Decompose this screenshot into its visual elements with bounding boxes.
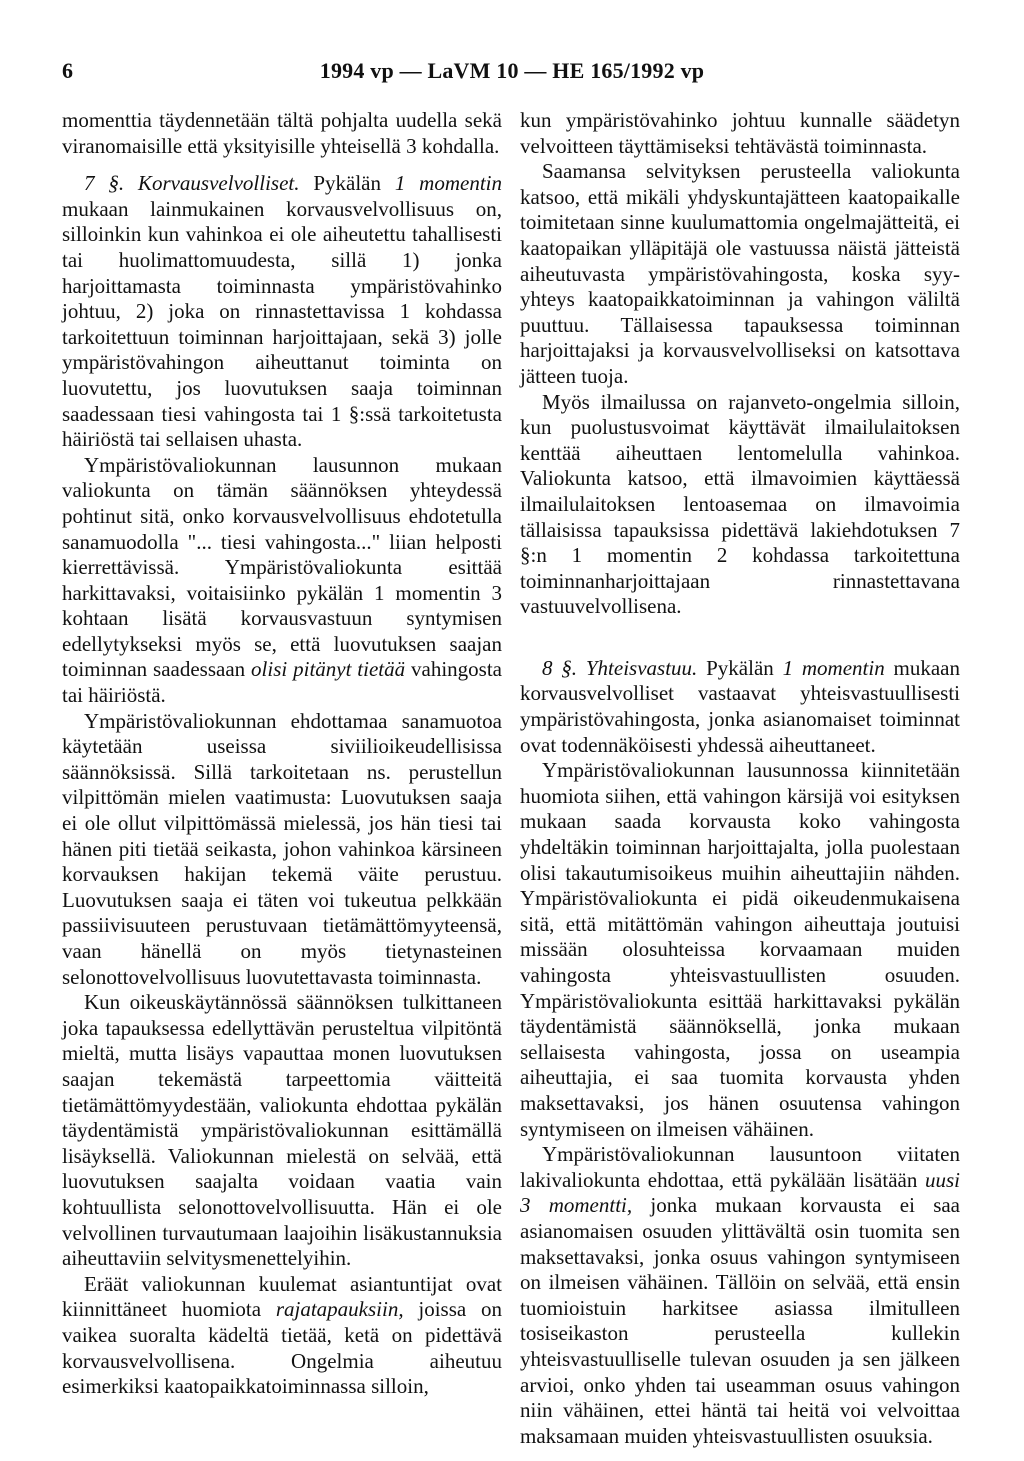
paragraph bbox=[520, 1142, 960, 1449]
paragraph: Kun oikeuskäytännössä säännöksen tulkittaneen joka tapauksessa edellyttävän perusteltua vilpitöntä mieltä, mutta lisäys vapauttaa monen luovutuksen saajan tekemästä tarpeettomia väitteitä tietämättömyydestään, valiokunta ehdottaa pykälän täydentämistä ympäristövaliokunnan esittämällä lisäyksellä. Valiokunnan mielestä on selvää, että luovutuksen saajalta voidaan vaatia vain kohtuullista selonottovelvollisuutta. Hän ei ole velvollinen turvautumaan laajoihin lisäkustannuksia aiheuttaviin selvitysmenettelyihin. bbox=[62, 990, 502, 1271]
text-run: Pykälän bbox=[697, 655, 783, 680]
emphasis: 1 momentin bbox=[782, 655, 885, 680]
text-run: Pykälän bbox=[299, 171, 395, 196]
paragraph: Myös ilmailussa on rajanveto-ongelmia silloin, kun puolustusvoimat käyttävät ilmailulaitoksen kenttää aiheuttaen lentomelulla vahinkoa. Valiokunta katsoo, että ilmavoimien käyttäessä ilmailulaitoksen lentoasemaa on ilmavoimia tällaisissa tapauksissa pidettävä lakiehdotuksen 7 §:n 1 momentin 2 kohdassa tarkoitettuna toiminnanharjoittajaan rinnastettavana vastuuvelvollisena. bbox=[520, 389, 960, 619]
running-header: 1994 vp — LaVM 10 — HE 165/1992 vp bbox=[319, 58, 705, 83]
paragraph: kun ympäristövahinko johtuu kunnalle säädetyn velvoitteen täyttämiseksi tehtävästä toiminnasta. bbox=[520, 108, 960, 158]
right-column bbox=[520, 108, 960, 1449]
emphasis: olisi pitänyt tietää bbox=[251, 657, 406, 682]
text-run: mukaan lainmukainen korvausvelvollisuus on, silloinkin kun vahinkoa ei ole aiheutettu tahallisesti tai huolimattomuudesta, sillä 1) jonka harjoittamasta toiminnasta ympäristövahinko johtuu, 2) joka on rinnastettavissa 1 kohdassa tarkoitettuun toiminnan harjoittajaan, sekä 3) jolle ympäristövahingon aiheuttanut toiminta on luovutettu, jos luovutuksen saaja toiminnan saadessaan tiesi vahingosta tai 1 §:ssä tarkoitetusta häiriöstä tai sellaisen uhasta. bbox=[62, 196, 502, 452]
paragraph bbox=[62, 453, 502, 709]
section-8-heading: 8 §. Yhteisvastuu. bbox=[542, 655, 698, 680]
text-run: joissa on vaikea suoralta kädeltä tietää, ketä on pidettävä korvausvelvollisena. Ongelmia aiheutuu esimerkiksi kaatopaikkatoiminnassa silloin, bbox=[62, 1297, 502, 1399]
emphasis: 1 momentin bbox=[394, 171, 502, 196]
section-7-paragraph bbox=[62, 171, 502, 453]
paragraph: Saamansa selvityksen perusteella valiokunta katsoo, että mikäli yhdyskuntajätteen kaatopaikalle toimitetaan sinne kuulumattomia ongelmajätteitä, ei kaatopaikan ylläpitäjä ole vastuussa näistä jätteistä aiheutuvasta ympäristövahingosta, koska syy-yhteys kaatopaikkatoiminnan ja vahingon väliltä puuttuu. Tällaisessa tapauksessa toiminnan harjoittajaksi ja korvausvelvolliseksi on katsottava jätteen tuoja. bbox=[520, 159, 960, 388]
text-run: Ympäristövaliokunnan lausuntoon viitaten lakivaliokunta ehdottaa, että pykälään lisätään bbox=[520, 1142, 960, 1192]
text-run: jonka mukaan korvausta ei saa asianomaisen osuuden ylittävältä osin tuomita sen maksettavaksi, jonka osuus vahingon syntymiseen on ilmeisen vähäinen. Tällöin on selvää, että ensin tuomioistuin harkitsee asiassa ilmitulleen tosiseikaston perusteella kullekin yhteisvastuulliselle tulevan osuuden ja sen jälkeen arvioi, onko yhden tai useamman osuus vahingon niin vähäinen, ettei häntä tai heitä voi velvoittaa maksamaan muiden yhteisvastuullisten osuuksia. bbox=[520, 1193, 961, 1448]
emphasis: uusi 3 momentti, bbox=[520, 1167, 960, 1218]
page-number: 6 bbox=[62, 58, 73, 83]
text-run: Ympäristövaliokunnan lausunnon mukaan valiokunta on tämän säännöksen yhteydessä pohtinut sitä, onko korvausvelvollisuus ehdotetulla sanamuodolla "... tiesi vahingosta..." liian helposti kierrettävissä. Ympäristövaliokunta esittää harkittavaksi, voitaisiinko pykälän 1 momentin 3 kohtaan lisätä korvausvastuun syntymisen edellytykseksi myös se, että luovutuksen saajan toiminnan saadessaan bbox=[62, 452, 502, 682]
paragraph bbox=[62, 1272, 502, 1400]
section-7-heading: 7 §. Korvausvelvolliset. bbox=[84, 171, 300, 196]
paragraph: Ympäristövaliokunnan ehdottamaa sanamuotoa käytetään useissa siviilioikeudellisissa säännöksissä. Sillä tarkoitetaan ns. perustellun vilpittömän mielen vaatimusta: Luovutuksen saaja ei ole ollut vilpittömässä mielessä, jos hän tiesi tai hänen piti tietää seikasta, johon vahinkoa kärsineen korvauksen hakijan tekemä väite perustuu. Luovutuksen saaja ei täten voi tukeutua pelkkään passiivisuuteen perustuvaan tietämättömyyteensä, vaan hänellä on myös tietynasteinen selonottovelvollisuus luovutettavasta toiminnasta. bbox=[62, 708, 502, 989]
text-run: vahingosta tai häiriöstä. bbox=[62, 657, 503, 708]
paragraph: momenttia täydennetään tältä pohjalta uudella sekä viranomaisille että yksityisille yhteisellä 3 kohdalla. bbox=[62, 108, 502, 158]
left-column bbox=[62, 108, 502, 1400]
section-8-paragraph bbox=[520, 656, 960, 758]
paragraph: Ympäristövaliokunnan lausunnossa kiinnitetään huomiota siihen, että vahingon kärsijä voi esityksen mukaan saada korvausta koko vahingosta yhdeltäkin toiminnan harjoittajalta, jolla puolestaan olisi takautumisoikeus muihin aiheuttajiin nähden. Ympäristövaliokunta ei pidä oikeudenmukaisena sitä, että mitättömän vahingon aiheuttaja joutuisi missään olosuhteissa korvaamaan muiden vahingosta yhteisvastuullisten osuuden. Ympäristövaliokunta esittää harkittavaksi pykälän täydentämistä säännöksellä, jonka mukaan sellaisesta vahingosta, jossa on useampia aiheuttajia, ei saa tuomita korvausta yhden maksettavaksi, jos hänen osuutensa vahingon syntymiseen on ilmeisen vähäinen. bbox=[520, 758, 960, 1141]
text-run: mukaan korvausvelvolliset vastaavat yhteisvastuullisesti ympäristövahingosta, jonka asianomaiset toiminnat ovat todennäköisesti yhdessä aiheuttaneet. bbox=[520, 655, 961, 757]
text-run: Eräät valiokunnan kuulemat asiantuntijat ovat kiinnittäneet huomiota bbox=[62, 1271, 502, 1322]
emphasis: rajatapauksiin, bbox=[275, 1297, 404, 1322]
